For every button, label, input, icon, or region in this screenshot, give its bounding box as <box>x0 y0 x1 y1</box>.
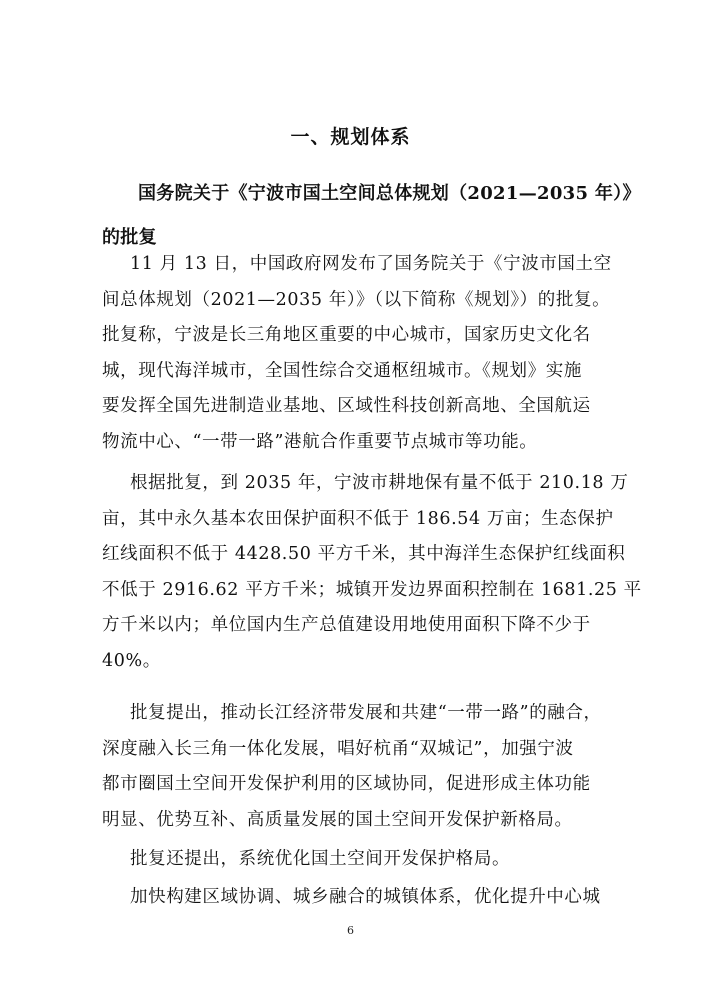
paragraph-line: 都市圈国土空间开发保护利用的区域协同，促进形成主体功能 <box>102 774 591 794</box>
paragraph-line: 方千米以内；单位国内生产总值建设用地使用面积下降不少于 <box>102 615 591 635</box>
paragraph-line: 物流中心、“一带一路”港航合作重要节点城市等功能。 <box>102 431 538 452</box>
paragraph-1 <box>102 247 612 460</box>
paragraph-line: 根据批复，到 2035 年，宁波市耕地保有量不低于 210.18 万 <box>130 473 629 493</box>
paragraph-line: 明显、优势互补、高质量发展的国土空间开发保护新格局。 <box>102 809 573 830</box>
article-title-line-1: 国务院关于《宁波市国土空间总体规划（2021—2035 年）》 <box>138 183 641 204</box>
paragraph-line: 加快构建区域协调、城乡融合的城镇体系，优化提升中心城 <box>130 887 601 907</box>
paragraph-line: 不低于 2916.62 平方千米；城镇开发边界面积控制在 1681.25 平 <box>102 579 642 600</box>
paragraph-line: 批复称，宁波是长三角地区重要的中心城市，国家历史文化名 <box>102 325 591 345</box>
paragraph-2 <box>102 466 642 679</box>
paragraph-line: 11 月 13 日，中国政府网发布了国务院关于《宁波市国土空 <box>130 254 612 274</box>
page-number: 6 <box>347 924 354 937</box>
paragraph-line: 40%。 <box>102 650 161 671</box>
paragraph-line: 批复提出，推动长江经济带发展和共建“一带一路”的融合， <box>130 703 602 723</box>
paragraph-line: 红线面积不低于 4428.50 平方千米，其中海洋生态保护红线面积 <box>102 544 626 564</box>
paragraph-line: 要发挥全国先进制造业基地、区域性科技创新高地、全国航运 <box>102 396 591 416</box>
paragraph-line: 深度融入长三角一体化发展，唱好杭甬“双城记”，加强宁波 <box>102 738 574 759</box>
paragraph-line: 城，现代海洋城市，全国性综合交通枢纽城市。《规划》实施 <box>102 360 582 381</box>
paragraph-4 <box>102 842 612 878</box>
paragraph-line: 间总体规划（2021—2035 年）》（以下简称《规划》）的批复。 <box>102 289 611 310</box>
paragraph-line: 批复还提出，系统优化国土空间开发保护格局。 <box>130 849 511 869</box>
section-title: 一、规划体系 <box>290 126 411 148</box>
paragraph-5 <box>102 880 612 916</box>
article-title-line-2: 的批复 <box>102 227 157 248</box>
paragraph-line: 亩，其中永久基本农田保护面积不低于 186.54 万亩；生态保护 <box>102 508 614 529</box>
paragraph-3 <box>102 696 612 838</box>
